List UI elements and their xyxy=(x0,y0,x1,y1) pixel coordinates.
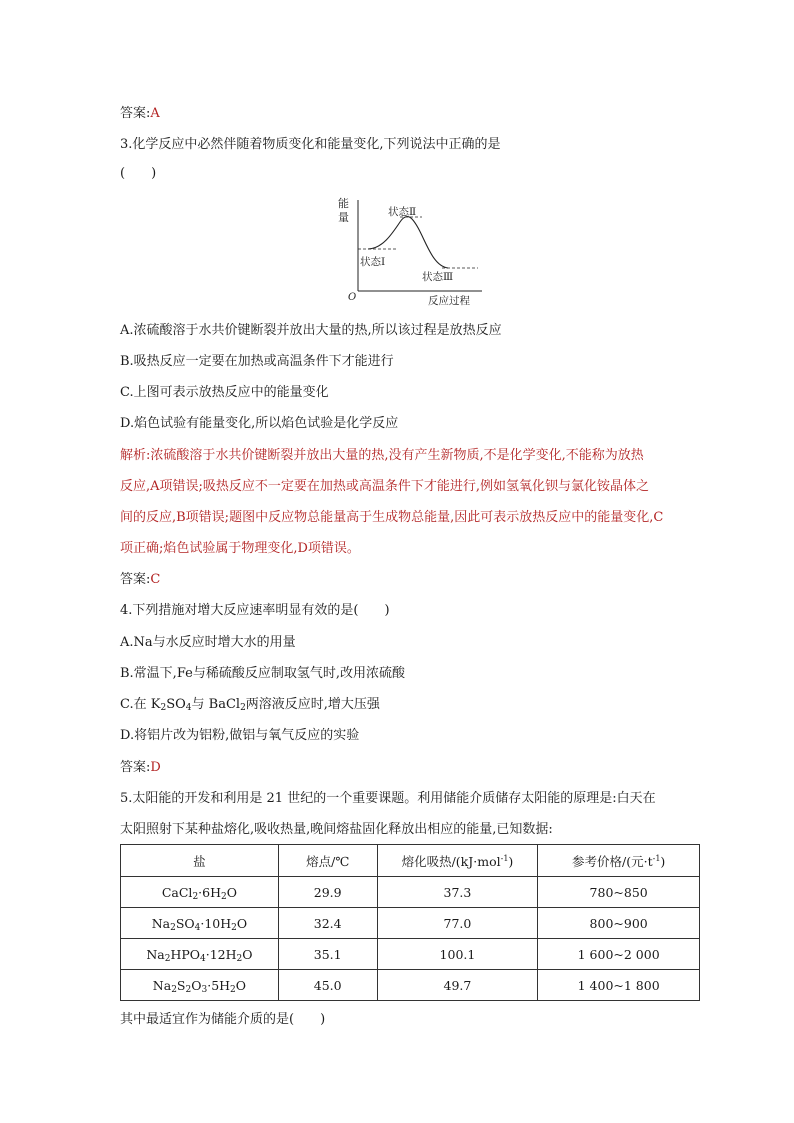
energy-diagram xyxy=(330,190,490,310)
q3-answer-label: 答案: xyxy=(120,572,151,587)
q3-option-c: C.上图可表示放热反应中的能量变化 xyxy=(120,385,329,400)
salt-formula-part: HPO xyxy=(170,946,200,962)
q4-option-c xyxy=(120,697,380,713)
q4-option-c-part: SO xyxy=(166,697,186,712)
q4-answer-label: 答案: xyxy=(120,760,151,775)
y-label-1: 能 xyxy=(338,197,349,210)
q2-answer-value: A xyxy=(150,106,160,121)
table-row xyxy=(121,939,700,970)
q5-question xyxy=(120,1012,325,1028)
q4-stem-text: 4.下列措施对增大反应速率明显有效的是 xyxy=(120,603,354,618)
header-heat-text: 熔化吸热/(kJ·mol xyxy=(401,853,501,869)
cell-salt xyxy=(121,939,279,970)
table-header-row xyxy=(121,845,700,877)
cell-melting-point: 45.0 xyxy=(278,970,377,1001)
header-price: 参考价格/(元$\cdot t^{-1}$) xyxy=(538,845,700,877)
salt-formula-part: ·5H xyxy=(207,977,231,993)
state1-label: 状态Ⅰ xyxy=(360,256,386,268)
salt-formula-part: 2 xyxy=(185,984,192,995)
cell-heat: 100.1 xyxy=(377,939,538,970)
salt-formula-part: 4 xyxy=(200,953,206,964)
header-heat: 熔化吸热/(kJ·mol$^{-1}$) xyxy=(377,845,538,877)
salt-formula-part: 2 xyxy=(170,922,176,933)
q4-option-c-sub: 2 xyxy=(240,703,246,713)
cell-melting-point: 32.4 xyxy=(278,908,377,939)
salt-formula-part: 2 xyxy=(164,953,171,964)
q4-option-c-part: 两溶液反应时,增大压强 xyxy=(245,697,380,712)
q4-option-c-part: C.在 K xyxy=(120,697,161,712)
cell-price: 780~850 xyxy=(538,877,700,908)
header-heat-sup: -1 xyxy=(500,853,509,863)
q3-analysis-line-3: 间的反应,B项错误;题图中反应物总能量高于生成物总能量,因此可表示放热反应中的能量变化,C xyxy=(120,510,664,525)
q3-stem: 3.化学反应中必然伴随着物质变化和能量变化,下列说法中正确的是 xyxy=(120,137,501,152)
q3-analysis-line-4: 项正确;焰色试验属于物理变化,D项错误。 xyxy=(120,541,360,556)
salt-formula-part: 2 xyxy=(236,953,243,964)
q5-paren: ( ) xyxy=(289,1012,326,1027)
cell-price: 1 400~1 800 xyxy=(538,970,700,1001)
cell-heat: 77.0 xyxy=(377,908,538,939)
q4-option-b: B.常温下,Fe与稀硫酸反应制取氢气时,改用浓硫酸 xyxy=(120,666,405,681)
q4-answer-value: D xyxy=(150,760,161,775)
salt-formula-part: Na xyxy=(146,946,165,962)
origin-label: O xyxy=(348,292,357,303)
salt-formula-part: Na xyxy=(152,977,172,993)
salt-formula-part: 2 xyxy=(231,922,237,933)
salt-formula-part: 2 xyxy=(230,984,236,995)
q3-option-a: A.浓硫酸溶于水共价键断裂并放出大量的热,所以该过程是放热反应 xyxy=(120,323,502,338)
q3-option-b: B.吸热反应一定要在加热或高温条件下才能进行 xyxy=(120,354,394,369)
cell-salt xyxy=(121,877,279,908)
table-row xyxy=(121,877,700,908)
q4-option-c-sub: 2 xyxy=(160,703,167,713)
header-mp-text: 熔点/℃ xyxy=(306,853,350,869)
header-price-sup: -1 xyxy=(652,853,661,863)
header-price-text: 参考价格/(元·t xyxy=(572,853,653,869)
q3-analysis-line-1: 解析:浓硫酸溶于水共价键断裂并放出大量的热,没有产生新物质,不是化学变化,不能称为放热 xyxy=(120,448,644,463)
y-label-2: 量 xyxy=(338,211,349,224)
cell-melting-point: 29.9 xyxy=(278,877,377,908)
q3-option-d: D.焰色试验有能量变化,所以焰色试验是化学反应 xyxy=(120,416,399,431)
q4-option-d: D.将铝片改为铝粉,做铝与氧气反应的实验 xyxy=(120,728,360,743)
header-salt xyxy=(121,845,279,877)
q3-analysis-line-2: 反应,A项错误;吸热反应不一定要在加热或高温条件下才能进行,例如氢氧化钡与氯化铵晶体之 xyxy=(120,479,650,494)
table-row xyxy=(121,970,700,1001)
cell-melting-point: 35.1 xyxy=(278,939,377,970)
cell-price: 800~900 xyxy=(538,908,700,939)
salt-formula-part: ·12H xyxy=(205,946,237,962)
salt-formula-part: 2 xyxy=(171,984,177,995)
q3-paren: ( ) xyxy=(120,166,157,181)
q2-answer xyxy=(120,106,160,122)
salt-formula-part: O xyxy=(226,884,237,900)
q2-answer-label: 答案: xyxy=(120,106,151,121)
q4-answer xyxy=(120,760,161,776)
salt-formula-part: SO xyxy=(175,915,195,931)
q3-answer-value: C xyxy=(150,572,161,587)
q4-paren: ( ) xyxy=(353,603,390,618)
salt-formula-part: S xyxy=(176,977,186,993)
salt-formula-part: 3 xyxy=(201,984,208,995)
salt-formula-part: CaCl xyxy=(161,884,193,900)
q4-option-c-sub: 4 xyxy=(185,703,192,713)
q5-question-text: 其中最适宜作为储能介质的是 xyxy=(120,1012,290,1027)
salt-formula-part: ·6H xyxy=(198,884,221,900)
salt-data-table xyxy=(120,844,700,1001)
cell-heat: 49.7 xyxy=(377,970,538,1001)
cell-salt xyxy=(121,908,279,939)
q4-stem xyxy=(120,603,390,619)
state3-label: 状态Ⅲ xyxy=(422,271,454,283)
q4-option-c-part: 与 BaCl xyxy=(191,697,241,712)
salt-formula-part: Na xyxy=(151,915,171,931)
salt-formula-part: O xyxy=(236,915,248,931)
salt-formula-part: O xyxy=(191,977,202,993)
salt-formula-part: 2 xyxy=(221,891,227,902)
cell-salt xyxy=(121,970,279,1001)
q4-option-a: A.Na与水反应时增大水的用量 xyxy=(120,635,296,650)
cell-heat: 37.3 xyxy=(377,877,538,908)
salt-formula-part: O xyxy=(235,977,247,993)
salt-formula-part: 2 xyxy=(192,891,199,902)
salt-formula-part: O xyxy=(242,946,253,962)
table-row xyxy=(121,908,700,939)
q3-answer xyxy=(120,572,160,588)
cell-price: 1 600~2 000 xyxy=(538,939,700,970)
q5-stem-line-1: 5.太阳能的开发和利用是 21 世纪的一个重要课题。利用储能介质储存太阳能的原理是:白天在 xyxy=(120,791,656,806)
header-melting-point xyxy=(278,845,377,877)
header-salt-text: 盐 xyxy=(193,853,206,869)
salt-formula-part: 4 xyxy=(194,922,201,933)
state2-label: 状态Ⅱ xyxy=(388,206,417,218)
x-axis-label: 反应过程 xyxy=(428,295,470,307)
salt-formula-part: ·10H xyxy=(200,915,232,931)
q5-stem-line-2: 太阳照射下某种盐熔化,吸收热量,晚间熔盐固化释放出相应的能量,已知数据: xyxy=(120,822,553,837)
